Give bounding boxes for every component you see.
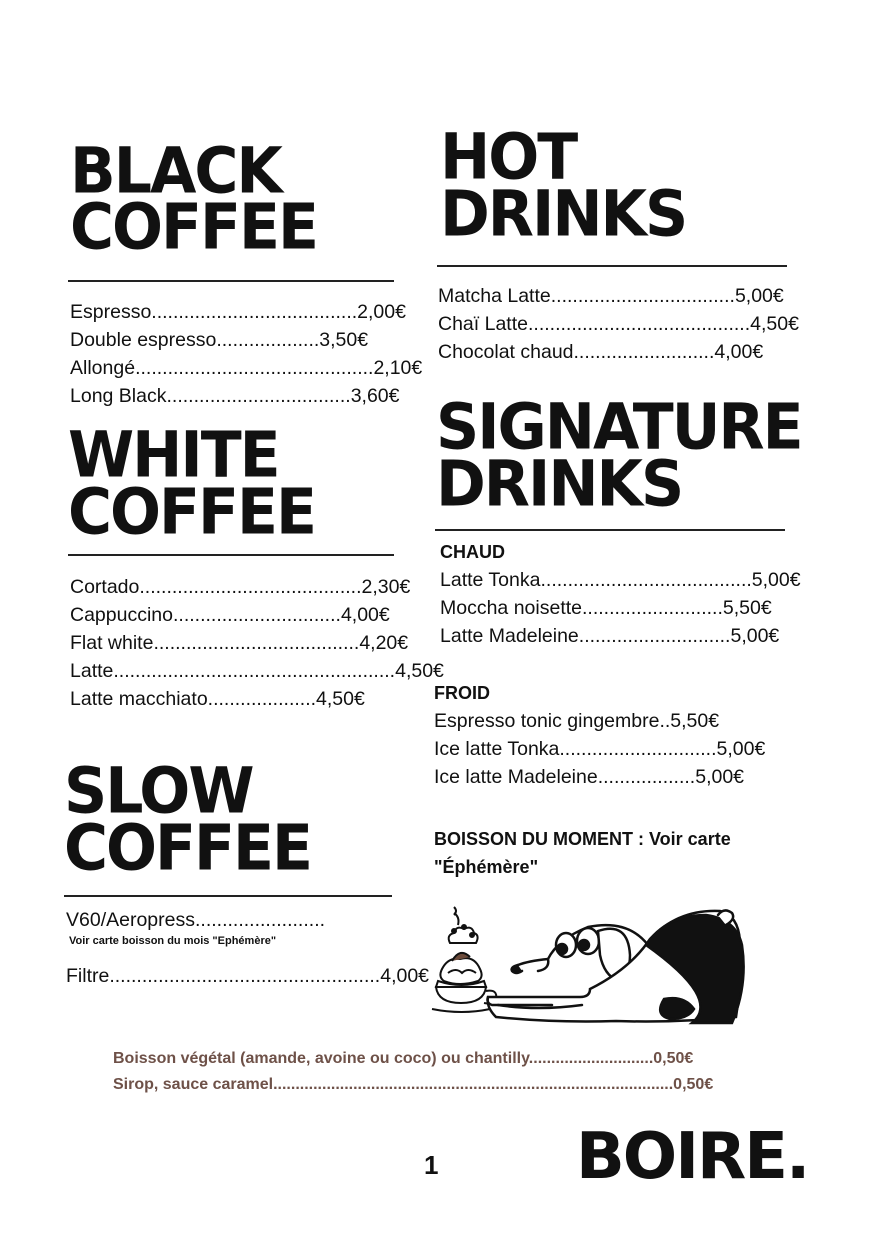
item-price: 5,50€ xyxy=(670,710,720,732)
item-dots: ...................................... xyxy=(153,632,360,654)
item-name: Chocolat chaud xyxy=(438,341,574,363)
signature-drinks-title-line-2: DRINKS xyxy=(436,447,683,522)
brand-logo: BOIRE. xyxy=(576,1120,809,1194)
item-name: Cappuccino xyxy=(70,604,173,626)
item-price: 4,00€ xyxy=(340,604,390,626)
menu-item xyxy=(434,707,765,735)
chaud-label: CHAUD xyxy=(440,542,505,562)
black-coffee-title-line-1: BLACK xyxy=(70,134,281,209)
item-price: 5,00€ xyxy=(730,625,780,647)
slow-coffee-divider xyxy=(64,895,392,897)
item-name: Ice latte Madeleine xyxy=(434,766,598,788)
extra-item xyxy=(113,1072,713,1098)
item-name: Latte Madeleine xyxy=(440,625,579,647)
item-dots: .................................. xyxy=(550,285,735,307)
hot-drinks-title-line-2: DRINKS xyxy=(440,177,687,252)
item-dots: .................................. xyxy=(166,385,351,407)
item-dots: ....................................... xyxy=(540,569,752,591)
menu-item xyxy=(70,601,444,629)
item-name: Flat white xyxy=(70,632,154,654)
black-coffee-divider xyxy=(68,280,394,282)
item-name: Espresso tonic gingembre xyxy=(434,710,660,732)
white-coffee-title-line-1: WHITE xyxy=(68,418,279,493)
item-name: Double espresso xyxy=(70,329,217,351)
item-name: Latte xyxy=(70,660,114,682)
item-dots: ......................................... xyxy=(527,313,751,335)
froid-label: FROID xyxy=(434,683,490,703)
white-coffee-title-line-2: COFFEE xyxy=(68,475,315,550)
menu-item xyxy=(70,326,422,354)
menu-item xyxy=(440,566,801,594)
item-name: Latte macchiato xyxy=(70,688,208,710)
item-price: 4,50€ xyxy=(750,313,799,335)
menu-item xyxy=(434,763,765,791)
item-price: 4,00€ xyxy=(380,965,430,987)
moment-line-1: BOISSON DU MOMENT : Voir carte xyxy=(434,829,731,849)
item-name: Allongé xyxy=(70,357,136,379)
chaud-list xyxy=(440,566,801,650)
extra-dots: .......................................................................................... xyxy=(273,1076,674,1093)
item-name: Chaï Latte xyxy=(438,313,528,335)
item-name: Long Black xyxy=(70,385,167,407)
item-name: V60/Aeropress xyxy=(66,909,195,931)
coffee-cup-icon xyxy=(432,907,496,1012)
extra-text: Sirop, sauce caramel xyxy=(113,1076,274,1093)
item-dots: .................................................... xyxy=(113,660,396,682)
item-price: 5,00€ xyxy=(716,738,766,760)
menu-item xyxy=(70,685,444,713)
item-dots: ........................ xyxy=(195,909,326,931)
slow-coffee-title-line-2: COFFEE xyxy=(64,811,311,886)
extra-price: 0,50€ xyxy=(653,1050,694,1067)
menu-item xyxy=(438,282,799,310)
item-dots: .......................... xyxy=(582,597,723,619)
extra-price: 0,50€ xyxy=(673,1076,714,1093)
item-name: Matcha Latte xyxy=(438,285,551,307)
item-dots: .................... xyxy=(207,688,317,710)
menu-item xyxy=(66,962,429,990)
froid-list xyxy=(434,707,765,791)
item-dots: .................................................. xyxy=(109,965,381,987)
item-price: 2,30€ xyxy=(361,576,411,598)
item-name: Filtre xyxy=(66,965,110,987)
item-dots: ............................ xyxy=(578,625,731,647)
dog-with-coffee-illustration xyxy=(428,905,768,1030)
item-price: 3,60€ xyxy=(350,385,400,407)
item-dots: .................. xyxy=(597,766,696,788)
item-dots: ......................................... xyxy=(139,576,362,598)
item-price: 5,00€ xyxy=(751,569,801,591)
item-price: 5,50€ xyxy=(722,597,772,619)
black-coffee-title-line-2: COFFEE xyxy=(70,190,317,265)
hot-drinks-divider xyxy=(437,265,787,267)
item-price: 4,50€ xyxy=(316,688,365,710)
extra-text: Boisson végétal (amande, avoine ou coco) ou chantilly xyxy=(113,1050,529,1067)
menu-item xyxy=(440,622,801,650)
item-name: Espresso xyxy=(70,301,152,323)
item-price: 4,50€ xyxy=(395,660,444,682)
white-coffee-list xyxy=(70,573,444,713)
menu-item xyxy=(70,298,422,326)
menu-item xyxy=(438,310,799,338)
extra-dots: ............................ xyxy=(528,1050,654,1067)
item-dots: ...................................... xyxy=(151,301,358,323)
dog-icon xyxy=(488,910,744,1023)
menu-item xyxy=(70,382,422,410)
white-coffee-divider xyxy=(68,554,394,556)
hot-drinks-list xyxy=(438,282,799,366)
menu-item xyxy=(70,657,444,685)
page-number: 1 xyxy=(424,1150,439,1180)
item-name: Cortado xyxy=(70,576,140,598)
item-price: 3,50€ xyxy=(319,329,369,351)
hot-drinks-title-line-1: HOT xyxy=(440,120,577,195)
item-name: Latte Tonka xyxy=(440,569,541,591)
menu-item xyxy=(70,573,444,601)
signature-drinks-divider xyxy=(435,529,785,531)
item-name: Ice latte Tonka xyxy=(434,738,560,760)
item-price: 5,00€ xyxy=(695,766,745,788)
item-price: 5,00€ xyxy=(734,285,784,307)
item-price: 4,00€ xyxy=(714,341,764,363)
item-name: Moccha noisette xyxy=(440,597,582,619)
menu-item xyxy=(66,906,325,934)
black-coffee-list xyxy=(70,298,422,410)
menu-item xyxy=(70,354,422,382)
item-dots: ................... xyxy=(216,329,320,351)
item-dots: ............................................ xyxy=(135,357,374,379)
slow-coffee-title-line-1: SLOW xyxy=(64,754,253,829)
extra-item xyxy=(113,1046,693,1072)
item-dots: .......................... xyxy=(573,341,715,363)
item-dots: .. xyxy=(659,710,671,732)
v60-note: Voir carte boisson du mois "Ephémère" xyxy=(69,935,277,947)
menu-item xyxy=(438,338,799,366)
menu-item xyxy=(70,629,444,657)
signature-drinks-title-line-1: SIGNATURE xyxy=(436,390,802,465)
item-price: 2,00€ xyxy=(357,301,406,323)
moment-line-2: "Éphémère" xyxy=(434,857,539,877)
item-price: 2,10€ xyxy=(373,357,423,379)
item-dots: ............................. xyxy=(559,738,717,760)
item-dots: ............................... xyxy=(172,604,341,626)
item-price: 4,20€ xyxy=(359,632,409,654)
menu-item xyxy=(434,735,765,763)
menu-item xyxy=(440,594,801,622)
